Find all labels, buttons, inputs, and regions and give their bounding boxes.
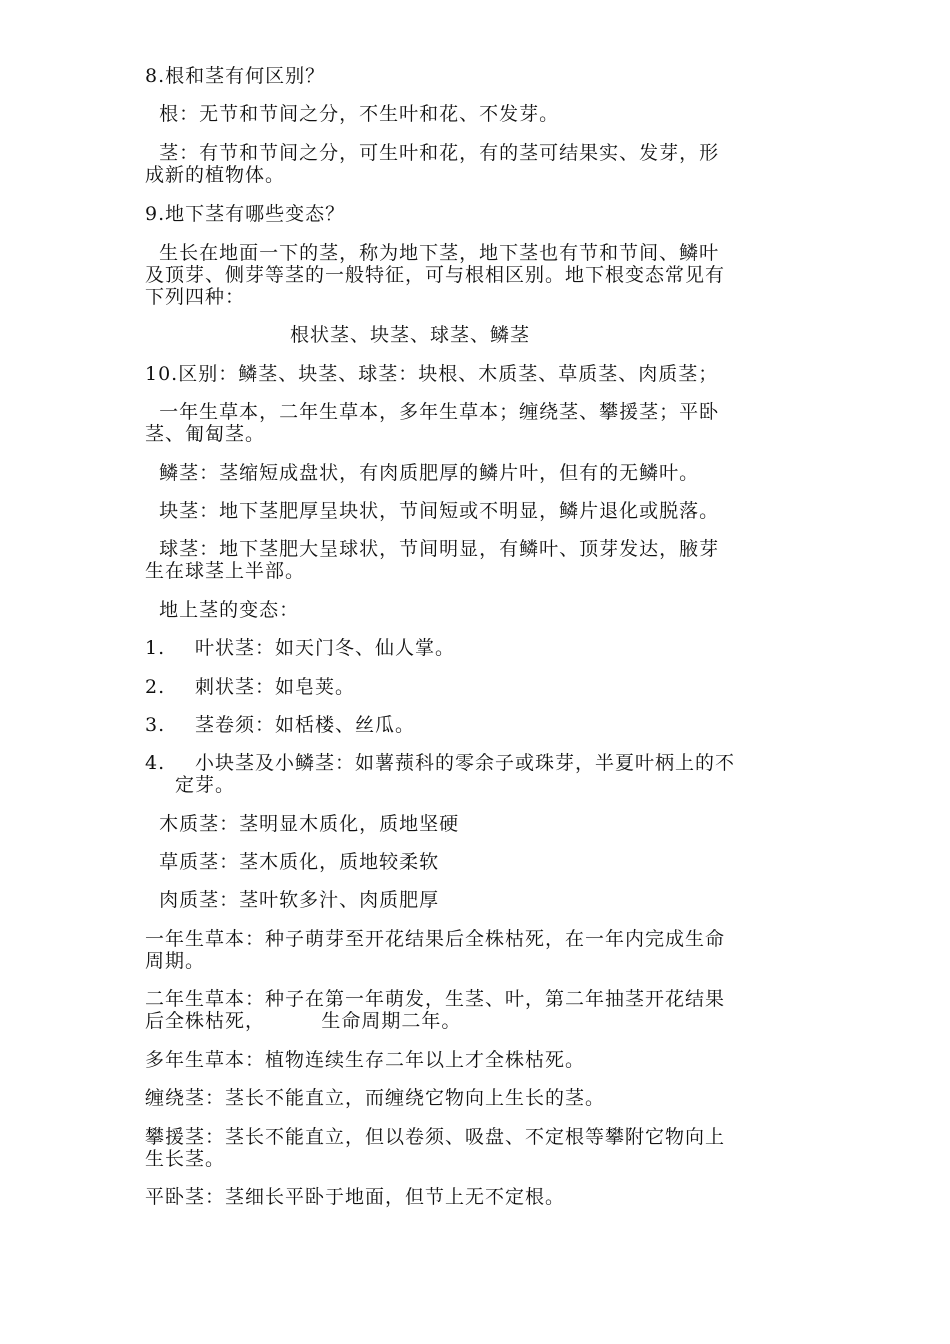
tuber-definition: 块茎：地下茎肥厚呈块状，节间短或不明显，鳞片退化或脱落。 xyxy=(145,500,720,522)
list-text: 叶状茎：如天门冬、仙人掌。 xyxy=(195,637,456,659)
biennial-herb-line-2: 后全株枯死， 生命周期二年。 xyxy=(145,1010,462,1032)
list-number: 3. xyxy=(145,714,166,736)
prostrate-stem-definition: 平卧茎：茎细长平卧于地面，但节上无不定根。 xyxy=(145,1186,566,1208)
bulb-definition: 鳞茎：茎缩短成盘状，有肉质肥厚的鳞片叶，但有的无鳞叶。 xyxy=(145,462,700,484)
list-number: 1. xyxy=(145,637,166,659)
woody-stem-definition: 木质茎：茎明显木质化，质地坚硬 xyxy=(145,813,460,835)
question-9-heading: 9.地下茎有哪些变态？ xyxy=(145,203,346,225)
underground-stem-line-2: 及顶芽、侧芽等茎的一般特征，可与根相区别。地下根变态常见有 xyxy=(145,264,726,286)
underground-stem-line-1: 生长在地面一下的茎，称为地下茎，地下茎也有节和节间、鳞叶 xyxy=(145,242,720,264)
list-text: 小块茎及小鳞茎：如薯蓣科的零余子或珠芽，半夏叶柄上的不 xyxy=(195,752,736,774)
herb-types-line-2: 茎、匍匐茎。 xyxy=(145,423,266,445)
list-number: 4. xyxy=(145,752,166,774)
four-types-centered: 根状茎、块茎、球茎、鳞茎 xyxy=(290,324,531,346)
list-number: 2. xyxy=(145,676,166,698)
underground-stem-line-3: 下列四种： xyxy=(145,286,246,308)
stem-definition-line-2: 成新的植物体。 xyxy=(145,164,286,186)
succulent-stem-definition: 肉质茎：茎叶软多汁、肉质肥厚 xyxy=(145,889,440,911)
list-item-3 xyxy=(145,715,415,735)
perennial-herb-definition: 多年生草本：植物连续生存二年以上才全株枯死。 xyxy=(145,1049,586,1071)
herbaceous-stem-definition: 草质茎：茎木质化，质地较柔软 xyxy=(145,851,440,873)
corm-definition-line-1: 球茎：地下茎肥大呈球状，节间明显，有鳞叶、顶芽发达，腋芽 xyxy=(145,538,720,560)
question-10-heading: 10.区别：鳞茎、块茎、球茎：块根、木质茎、草质茎、肉质茎； xyxy=(145,363,719,385)
list-text: 茎卷须：如栝楼、丝瓜。 xyxy=(195,714,416,736)
climbing-stem-line-1: 攀援茎：茎长不能直立，但以卷须、吸盘、不定根等攀附它物向上 xyxy=(145,1126,726,1148)
question-8-heading: 8.根和茎有何区别？ xyxy=(145,65,326,87)
corm-definition-line-2: 生在球茎上半部。 xyxy=(145,560,306,582)
annual-herb-line-1: 一年生草本：种子萌芽至开花结果后全株枯死，在一年内完成生命 xyxy=(145,928,726,950)
annual-herb-line-2: 周期。 xyxy=(145,950,206,972)
list-item-2 xyxy=(145,677,355,697)
aerial-stem-heading: 地上茎的变态： xyxy=(145,599,300,621)
list-text: 刺状茎：如皂荚。 xyxy=(195,676,356,698)
climbing-stem-line-2: 生长茎。 xyxy=(145,1148,226,1170)
twining-stem-definition: 缠绕茎：茎长不能直立，而缠绕它物向上生长的茎。 xyxy=(145,1087,606,1109)
root-definition: 根：无节和节间之分，不生叶和花、不发芽。 xyxy=(145,103,560,125)
list-item-4 xyxy=(145,753,735,773)
stem-definition-line-1: 茎：有节和节间之分，可生叶和花，有的茎可结果实、发芽，形 xyxy=(145,142,720,164)
herb-types-line-1: 一年生草本，二年生草本，多年生草本；缠绕茎、攀援茎；平卧 xyxy=(145,401,720,423)
list-item-4-continuation: 定芽。 xyxy=(175,774,236,796)
biennial-herb-line-1: 二年生草本：种子在第一年萌发，生茎、叶，第二年抽茎开花结果 xyxy=(145,988,726,1010)
list-item-1 xyxy=(145,638,455,658)
